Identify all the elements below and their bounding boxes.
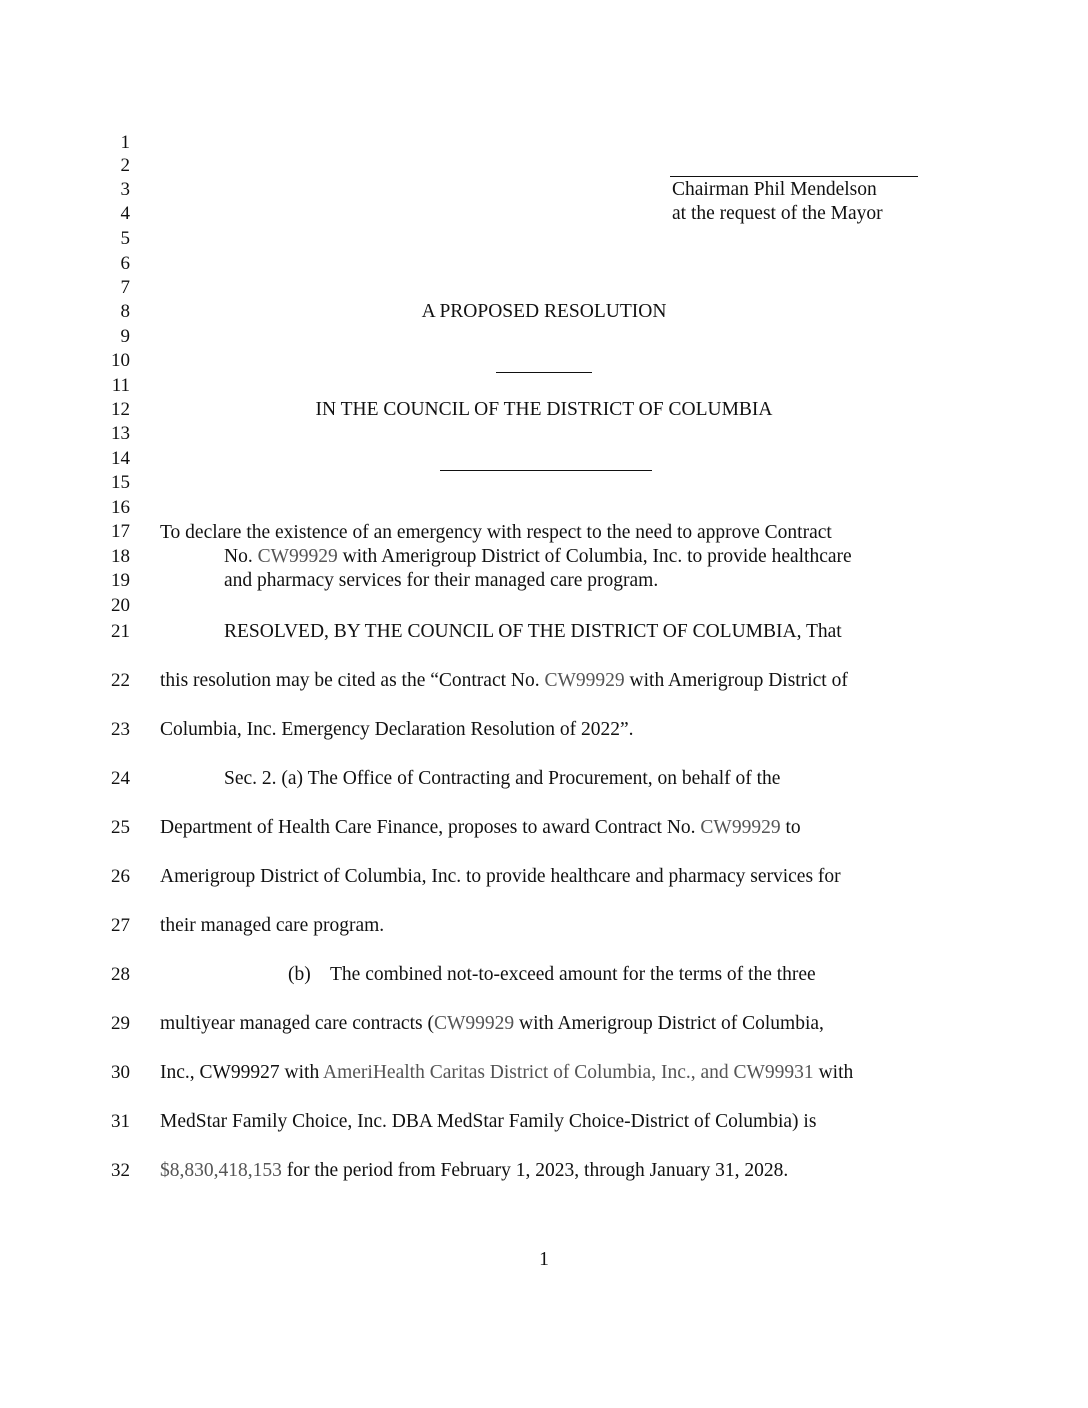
line-number: 23 xyxy=(111,719,130,740)
body-line-27: their managed care program. xyxy=(160,915,385,936)
line-number: 15 xyxy=(111,472,130,493)
line-number: 11 xyxy=(111,375,130,396)
line-number: 32 xyxy=(111,1160,130,1181)
line-number: 10 xyxy=(111,350,130,371)
long-title-line-1: To declare the existence of an emergency with respect to the need to approve Contract xyxy=(160,522,832,543)
line-number: 30 xyxy=(111,1062,130,1083)
body-line-25: Department of Health Care Finance, proposes to award Contract No. CW99929 to xyxy=(160,817,801,838)
line-number: 6 xyxy=(120,253,130,274)
line-number: 4 xyxy=(120,203,130,224)
sponsor-name: Chairman Phil Mendelson xyxy=(672,179,877,200)
line-number: 28 xyxy=(111,964,130,985)
line-number: 19 xyxy=(111,570,130,591)
line-number: 22 xyxy=(111,670,130,691)
line-number: 1 xyxy=(120,132,130,153)
section-2b: The combined not-to-exceed amount for the terms of the three xyxy=(330,964,816,985)
line-number: 17 xyxy=(111,521,130,542)
body-line-32: $8,830,418,153 for the period from February 1, 2023, through January 31, 2028. xyxy=(160,1160,789,1181)
line-number: 31 xyxy=(111,1111,130,1132)
contract-number: CW99929 xyxy=(433,1013,515,1034)
resolved-clause: RESOLVED, BY THE COUNCIL OF THE DISTRICT OF COLUMBIA, That xyxy=(224,621,842,642)
line-number: 29 xyxy=(111,1013,130,1034)
line-number: 2 xyxy=(120,155,130,176)
section-2a: Sec. 2. (a) The Office of Contracting and Procurement, on behalf of the xyxy=(224,768,781,789)
body-line-30: Inc., CW99927 with AmeriHealth Caritas District of Columbia, Inc., and CW99931 with xyxy=(160,1062,854,1083)
line-number: 7 xyxy=(120,277,130,298)
date-line xyxy=(440,470,652,471)
line-number: 25 xyxy=(111,817,130,838)
line-number: 14 xyxy=(111,448,130,469)
resolution-title: A PROPOSED RESOLUTION xyxy=(421,301,667,322)
long-title-line-2: No. CW99929 with Amerigroup District of Columbia, Inc. to provide healthcare xyxy=(224,546,852,567)
body-line-29: multiyear managed care contracts (CW99929 with Amerigroup District of Columbia, xyxy=(160,1013,824,1034)
council-heading: IN THE COUNCIL OF THE DISTRICT OF COLUMBIA xyxy=(315,399,773,420)
body-line-23: Columbia, Inc. Emergency Declaration Resolution of 2022”. xyxy=(160,719,634,740)
line-number: 8 xyxy=(120,301,130,322)
line-number: 3 xyxy=(120,179,130,200)
line-number: 26 xyxy=(111,866,130,887)
sponsor-signature-line xyxy=(670,176,918,177)
body-line-31: MedStar Family Choice, Inc. DBA MedStar Family Choice-District of Columbia) is xyxy=(160,1111,817,1132)
contract-amount: $8,830,418,153 xyxy=(160,1160,282,1181)
section-2b-marker: (b) xyxy=(288,964,311,985)
contractor-names: AmeriHealth Caritas District of Columbia, Inc., and CW99931 xyxy=(323,1062,814,1083)
body-line-22: this resolution may be cited as the “Contract No. CW99929 with Amerigroup District of xyxy=(160,670,848,691)
body-line-26: Amerigroup District of Columbia, Inc. to provide healthcare and pharmacy services for xyxy=(160,866,841,887)
contract-number: CW99929 xyxy=(257,546,338,567)
line-number: 20 xyxy=(111,595,130,616)
line-number: 27 xyxy=(111,915,130,936)
contract-number: CW99929 xyxy=(544,670,625,691)
line-number: 24 xyxy=(111,768,130,789)
bill-number-line xyxy=(496,372,592,373)
sponsor-request: at the request of the Mayor xyxy=(672,203,883,224)
line-number: 13 xyxy=(111,423,130,444)
long-title-line-3: and pharmacy services for their managed care program. xyxy=(224,570,659,591)
line-number: 18 xyxy=(111,546,130,567)
contract-number: CW99929 xyxy=(700,817,781,838)
line-number: 5 xyxy=(120,228,130,249)
line-number: 16 xyxy=(111,497,130,518)
page-number: 1 xyxy=(539,1249,549,1270)
line-number: 21 xyxy=(111,621,130,642)
line-number: 9 xyxy=(120,326,130,347)
line-number: 12 xyxy=(111,399,130,420)
